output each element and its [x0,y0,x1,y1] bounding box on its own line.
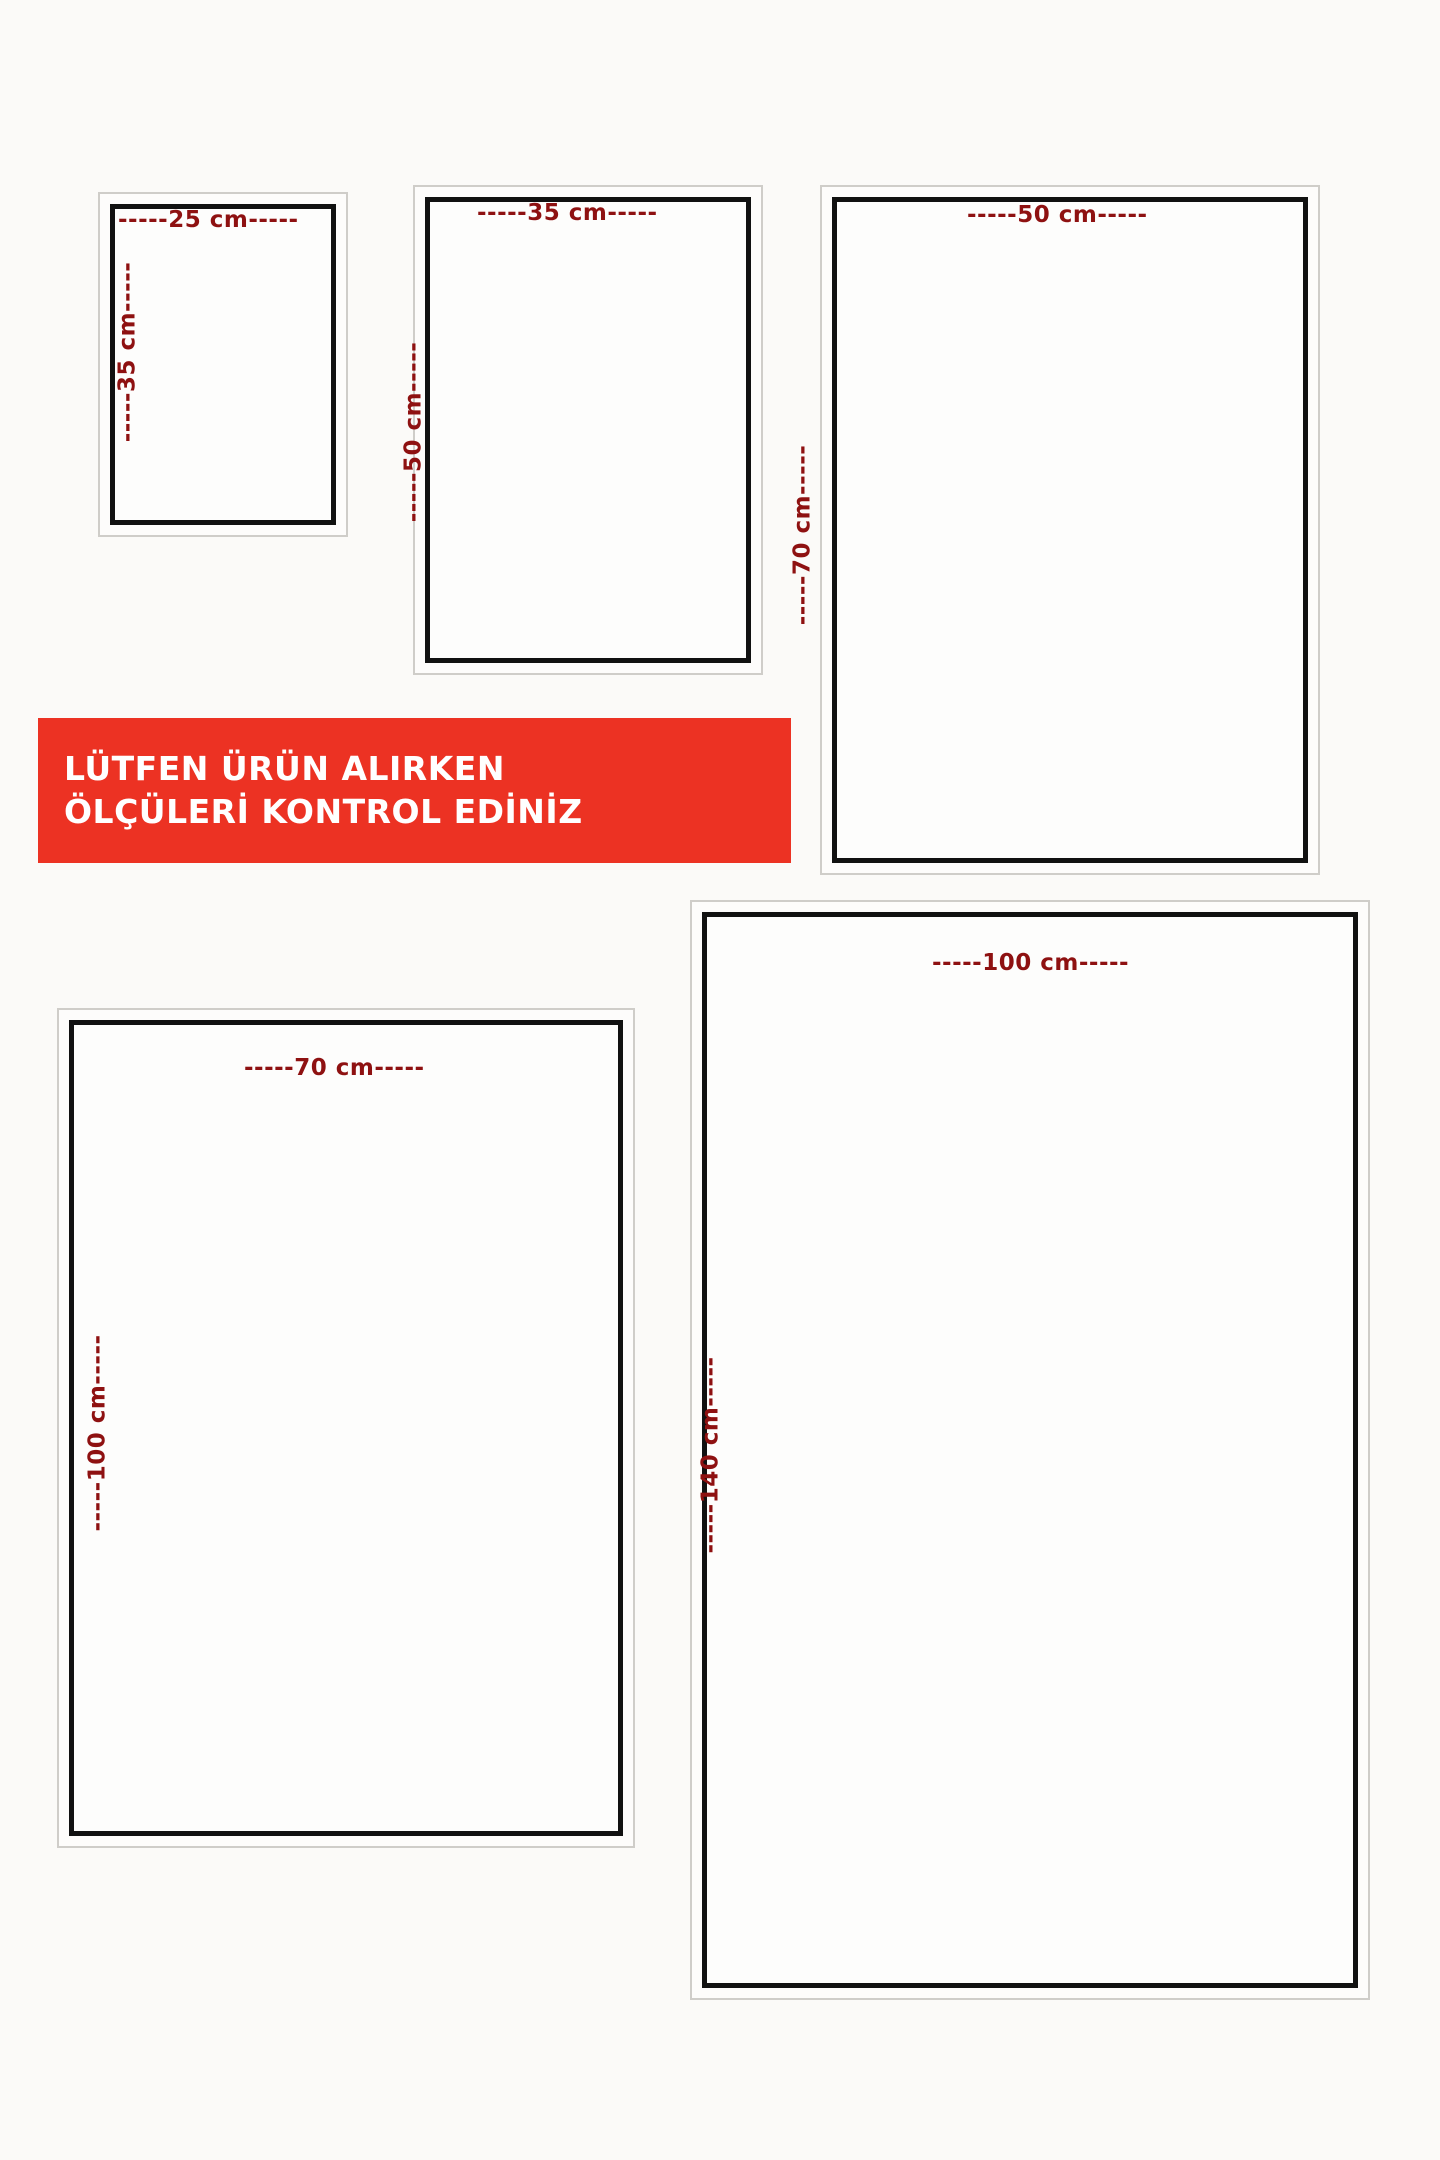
frame-35x50-inner [425,197,751,663]
frame-50x70-inner [832,197,1308,863]
frame-35x50-width-label: -----35 cm----- [477,200,658,226]
frame-100x140-width-label: -----100 cm----- [932,950,1130,976]
warning-banner [38,718,791,863]
frame-25x35-width-label: -----25 cm----- [118,207,299,233]
frame-100x140 [690,900,1370,2000]
frame-100x140-inner [702,912,1358,1988]
frame-25x35-inner [110,204,336,525]
frame-50x70 [789,185,1320,875]
warning-banner-line2: ÖLÇÜLERİ KONTROL EDİNİZ [64,791,583,831]
frame-70x100-height-label: -----100 cm----- [84,1334,111,1532]
frame-35x50-height-label: -----50 cm----- [400,341,427,523]
warning-banner-line1: LÜTFEN ÜRÜN ALIRKEN [64,749,505,789]
frame-35x50 [400,185,763,675]
frame-70x100 [57,1008,635,1848]
frame-100x140-height-label: -----140 cm----- [697,1356,724,1554]
frame-25x35 [98,192,348,537]
frame-50x70-width-label: -----50 cm----- [967,202,1148,228]
frame-50x70-height-label: -----70 cm----- [789,444,816,626]
frame-70x100-width-label: -----70 cm----- [244,1055,425,1081]
frame-70x100-inner [69,1020,623,1836]
frame-25x35-height-label: -----35 cm----- [114,261,141,443]
